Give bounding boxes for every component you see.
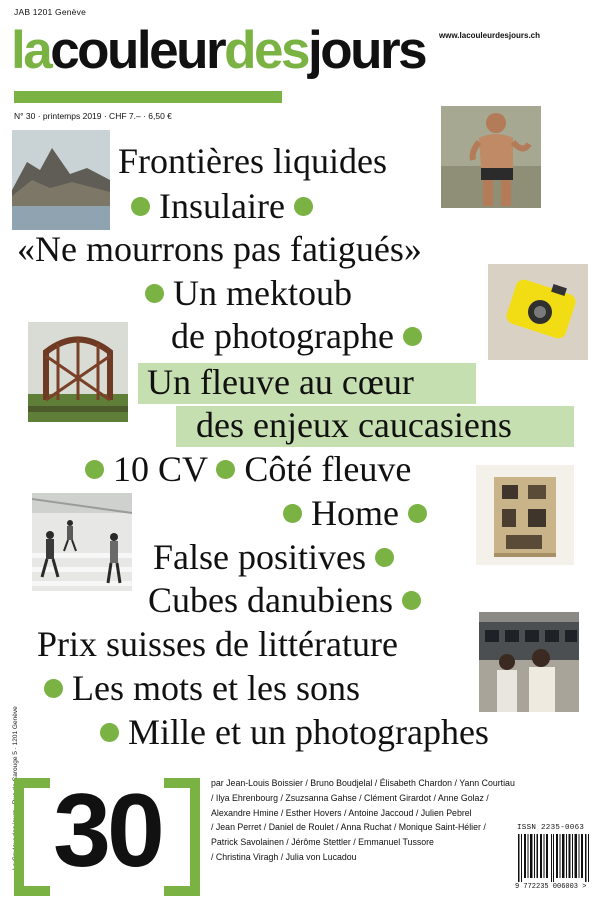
bullet-dot [283,504,302,523]
headline-ne-mourrons [17,231,422,267]
headline-frontieres [118,143,387,179]
bullet-dot [100,723,119,742]
bullet-dot [403,327,422,346]
contributors-line: Alexandre Hmine / Esther Hovers / Antoine Jaccoud / Julien Pebrel [211,807,472,818]
bullet-dot [408,504,427,523]
logo-part-couleur: couleur [50,21,225,80]
boy-swimming-photo [441,106,541,208]
issue-info: N° 30 · printemps 2019 · CHF 7.– · 6,50 € [14,111,172,121]
railway-bridge-photo [28,322,128,422]
headline-home-text: Home [311,493,399,533]
headline-mektoub-1-text: Un mektoub [173,273,352,313]
headline-mille-text: Mille et un photographes [128,712,489,752]
headline-insulaire [131,188,313,224]
headline-cv-text: 10 CV [113,449,208,489]
headline-frontieres-text: Frontières liquides [118,141,387,181]
issn-number: ISSN 2235-0063 [517,824,585,832]
website-url[interactable]: www.lacouleurdesjours.ch [438,31,540,40]
headline-fleuve-2-text: des enjeux caucasiens [196,405,512,445]
headline-mille [100,714,489,750]
headline-fleuve-1-text: Un fleuve au cœur [147,362,414,402]
headline-mektoub-2 [171,318,422,354]
train-station-photo [479,612,579,712]
headline-mots [44,670,360,706]
logo-part-jours: jours [307,21,426,80]
headline-false-positives [153,539,394,575]
headline-fleuve-2 [196,407,512,443]
headline-false-positives-text: False positives [153,537,366,577]
issue-number-block [14,773,200,896]
headline-cote-text: Côté fleuve [244,449,412,489]
contributors-line: Patrick Savolainen / Jérôme Stettler / Emmanuel Tussore [211,837,434,848]
logo-underline-bar [14,91,282,103]
yellow-camera-photo [488,264,588,360]
issue-number: 30 [53,773,161,889]
headline-cubes-text: Cubes danubiens [148,580,393,620]
masthead-logo [11,21,426,80]
bullet-dot [402,591,421,610]
logo-part-la: la [11,21,51,80]
bullet-dot [216,460,235,479]
barcode [518,834,590,882]
logo-part-des: des [224,21,308,80]
headline-home [283,495,427,531]
headline-fleuve-1 [147,364,414,400]
bullet-dot [44,679,63,698]
contributors-line: par Jean-Louis Boissier / Bruno Boudjelal / Élisabeth Chardon / Yann Courtiau [211,778,515,788]
headline-mektoub-1 [145,275,352,311]
headline-prix [37,626,398,662]
headline-mektoub-2-text: de photographe [171,316,394,356]
bullet-dot [375,548,394,567]
pedestrians-crossing-photo [32,493,132,591]
bullet-dot [85,460,104,479]
ruined-building-photo [476,465,574,565]
bullet-dot [131,197,150,216]
contributors-line: / Ilya Ehrenbourg / Zsuzsanna Gahse / Clément Girardot / Anne Golaz / [211,792,489,803]
mountain-lake-photo [12,130,110,230]
publisher-address: La Couleur des jours · Rue de Carouge 5 · 1201 Genève [12,706,19,870]
bullet-dot [294,197,313,216]
barcode-digits: 9 772235 006003 > [515,883,587,891]
postal-mark: JAB 1201 Genève [14,7,86,17]
headline-ne-mourrons-text: «Ne mourrons pas fatigués» [17,229,422,269]
headline-insulaire-text: Insulaire [159,186,285,226]
headline-cubes [148,582,421,618]
contributors-line: / Christina Viragh / Julia von Lucadou [211,851,357,862]
contributors-line: / Jean Perret / Daniel de Roulet / Anna Ruchat / Monique Saint-Hélier / [211,822,486,833]
headline-prix-text: Prix suisses de littérature [37,624,398,664]
bullet-dot [145,284,164,303]
headline-mots-text: Les mots et les sons [72,668,360,708]
headline-cv-cote [85,451,411,487]
